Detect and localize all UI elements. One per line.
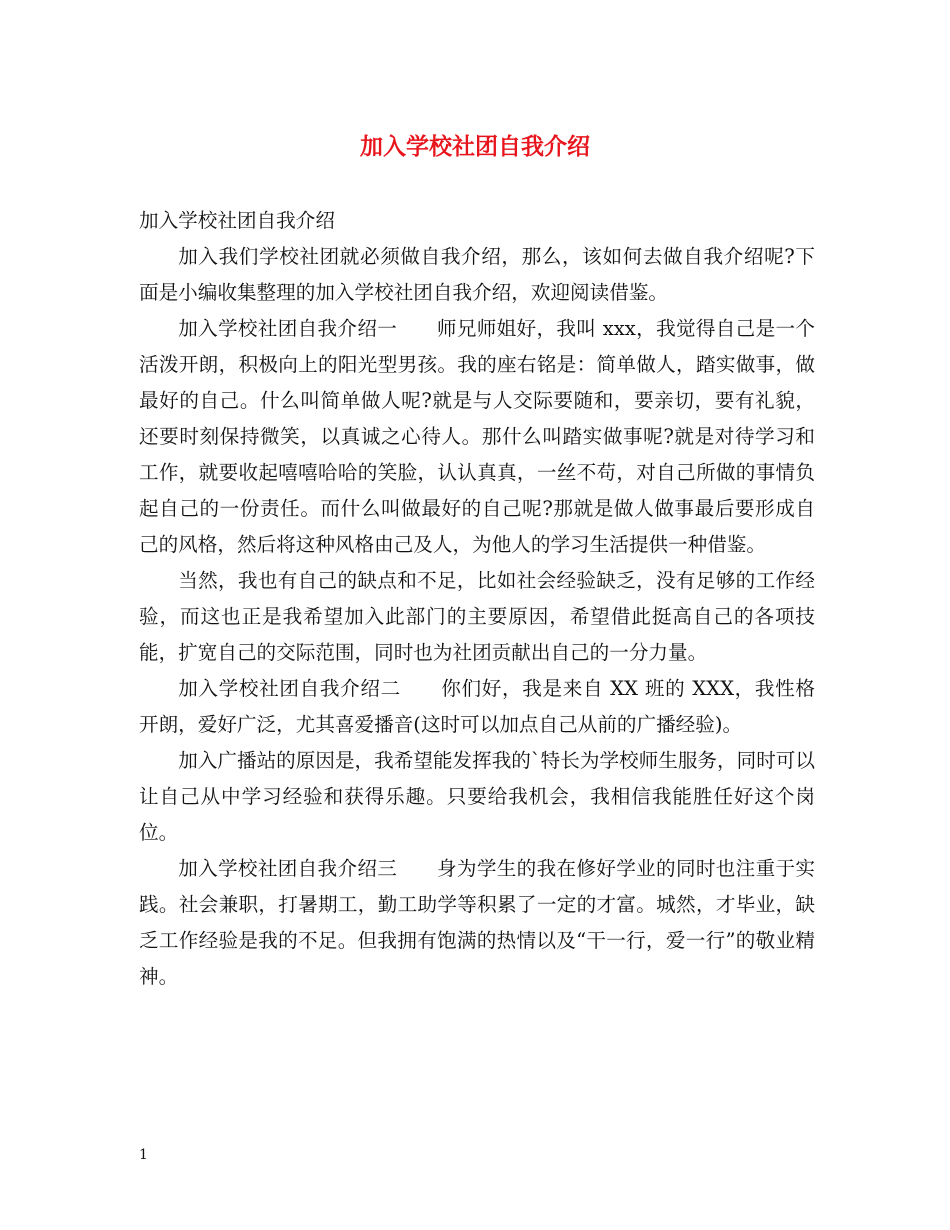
paragraph-broadcast-reason: 加入广播站的原因是，我希望能发挥我的`特长为学校师生服务，同时可以让自己从中学习经验和获得乐趣。只要给我机会，我相信我能胜任好这个岗位。: [139, 749, 815, 844]
document-body: [139, 203, 815, 995]
paragraph-intro-one: 加入学校社团自我介绍一 师兄师姐好，我叫 xxx，我觉得自己是一个活泼开朗，积极向上的阳光型男孩。我的座右铭是：简单做人，踏实做事，做最好的自己。什么叫简单做人呢?就是与人交际要随和，要亲切，要有礼貌，还要时刻保持微笑，以真诚之心待人。那什么叫踏实做事呢?就是对待学习和工作，就要收起嘻嘻哈哈的笑脸，认认真真，一丝不苟，对自己所做的事情负起自己的一份责任。而什么叫做最好的自己呢?那就是做人做事最后要形成自己的风格，然后将这种风格由己及人，为他人的学习生活提供一种借鉴。: [139, 317, 815, 556]
paragraph-intro-two: 加入学校社团自我介绍二 你们好，我是来自 XX 班的 XXX，我性格开朗，爱好广泛，尤其喜爱播音(这时可以加点自己从前的广播经验)。: [139, 677, 815, 736]
document-title: 加入学校社团自我介绍: [360, 133, 590, 160]
paragraph-shortcomings: 当然，我也有自己的缺点和不足，比如社会经验缺乏，没有足够的工作经验，而这也正是我希望加入此部门的主要原因，希望借此挺高自己的各项技能，扩宽自己的交际范围，同时也为社团贡献出自己的一分力量。: [139, 569, 815, 664]
body-heading: 加入学校社团自我介绍: [139, 209, 335, 232]
page-number: 1: [139, 1147, 148, 1163]
paragraph-intro-three: 加入学校社团自我介绍三 身为学生的我在修好学业的同时也注重于实践。社会兼职，打暑期工，勤工助学等积累了一定的才富。城然，才毕业，缺乏工作经验是我的不足。但我拥有饱满的热情以及“干一行，爱一行”的敬业精神。: [139, 857, 815, 988]
paragraph-intro: 加入我们学校社团就必须做自我介绍，那么，该如何去做自我介绍呢?下面是小编收集整理的加入学校社团自我介绍，欢迎阅读借鉴。: [139, 245, 815, 304]
